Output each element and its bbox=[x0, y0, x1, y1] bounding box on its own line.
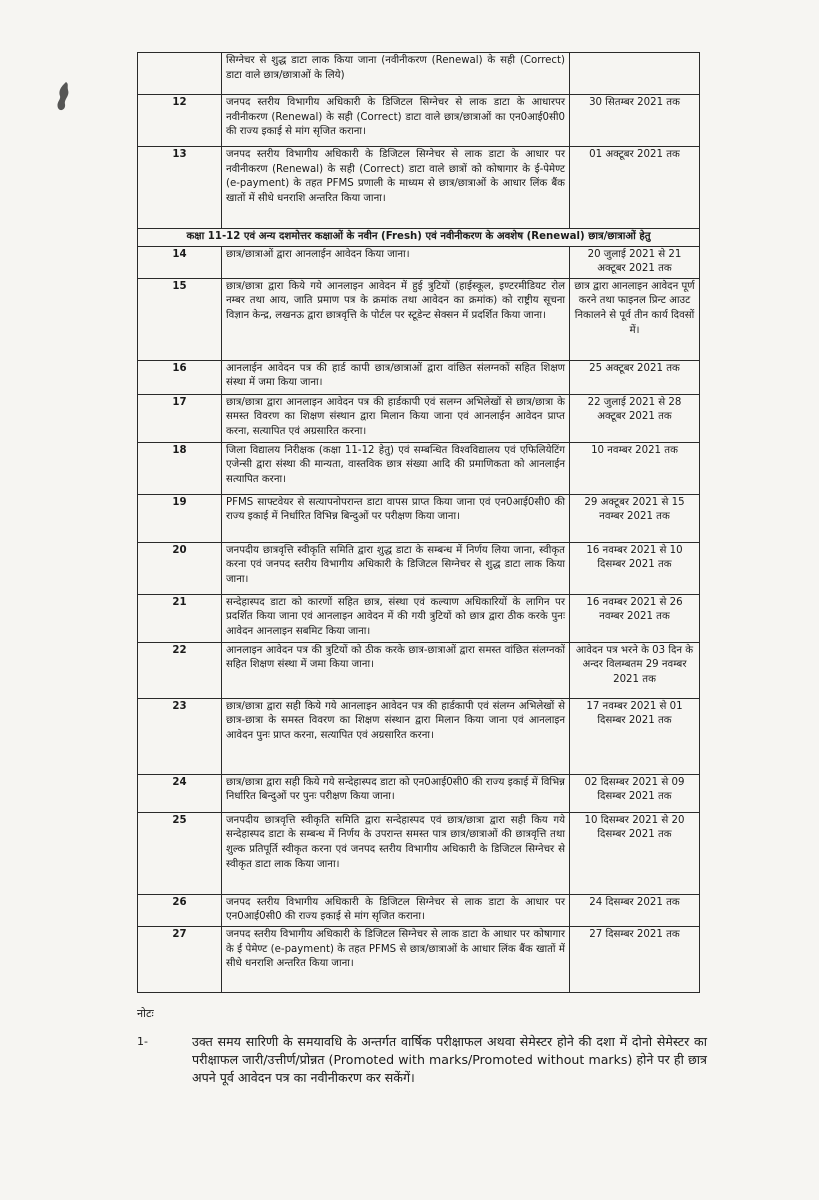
row-description: जनपदीय छात्रवृत्ति स्वीकृति समिति द्वारा सन्देहास्पद एवं छात्र/छात्रा द्वारा सही किय गये सन्देहास्पद डाटा के सम्बन्ध में निर्णय के उपरान्त समस्त पात्र छात्र/छात्राओं की छात्रवृत्ति तथा शुल्क प्रतिपूर्ति स्वीकृत करना एवं जनपद स्तरीय विभागीय अधिकारी के डिजिटल सिग्नेचर से स्वीकृत डाटा लाक किया जाना। bbox=[222, 812, 570, 894]
row-number: 25 bbox=[138, 812, 222, 894]
row-date: 25 अक्टूबर 2021 तक bbox=[570, 360, 700, 394]
table-row bbox=[138, 278, 700, 360]
schedule-top-rows bbox=[138, 53, 700, 229]
row-date: छात्र द्वारा आनलाइन आवेदन पूर्ण करने तथा फाइनल प्रिन्ट आउट निकालने से पूर्व तीन कार्य दिवसों में। bbox=[570, 278, 700, 360]
row-date: 02 दिसम्बर 2021 से 09 दिसम्बर 2021 तक bbox=[570, 774, 700, 812]
row-description: छात्र/छात्राओं द्वारा आनलाईन आवेदन किया जाना। bbox=[222, 246, 570, 278]
table-row bbox=[138, 442, 700, 494]
table-row bbox=[138, 894, 700, 926]
row-date: 24 दिसम्बर 2021 तक bbox=[570, 894, 700, 926]
row-date: आवेदन पत्र भरने के 03 दिन के अन्दर विलम्बतम 29 नवम्बर 2021 तक bbox=[570, 642, 700, 698]
row-number: 13 bbox=[138, 147, 222, 229]
row-number: 27 bbox=[138, 926, 222, 992]
table-row bbox=[138, 246, 700, 278]
row-number: 18 bbox=[138, 442, 222, 494]
row-date: 10 नवम्बर 2021 तक bbox=[570, 442, 700, 494]
row-number: 14 bbox=[138, 246, 222, 278]
row-date: 29 अक्टूबर 2021 से 15 नवम्बर 2021 तक bbox=[570, 494, 700, 542]
table-row bbox=[138, 394, 700, 442]
row-date: 16 नवम्बर 2021 से 10 दिसम्बर 2021 तक bbox=[570, 542, 700, 594]
row-description: छात्र/छात्रा द्वारा किये गये आनलाइन आवेदन में हुई त्रुटियों (हाईस्कूल, इण्टरमीडियट रोल नम्बर तथा आय, जाति प्रमाण पत्र के क्रमांक तथा आवेदन का क्रमांक) को राष्ट्रीय सूचना विज्ञान केन्द्र, लखनऊ द्वारा छात्रवृत्ति के पोर्टल पर स्टूडेन्ट सेक्सन में प्रदर्शित किया जाना। bbox=[222, 278, 570, 360]
row-date bbox=[570, 53, 700, 95]
row-date: 16 नवम्बर 2021 से 26 नवम्बर 2021 तक bbox=[570, 594, 700, 642]
row-number: 24 bbox=[138, 774, 222, 812]
row-date: 27 दिसम्बर 2021 तक bbox=[570, 926, 700, 992]
ink-blot-icon bbox=[52, 80, 76, 114]
row-number: 21 bbox=[138, 594, 222, 642]
row-description: जनपद स्तरीय विभागीय अधिकारी के डिजिटल सिग्नेचर से लाक डाटा के आधारपर नवीनीकरण (Renewal) के सही (Correct) डाटा वाले छात्र/छात्राओं का एन0आई0सी0 की राज्य इकाई से मांग सृजित कराना। bbox=[222, 95, 570, 147]
schedule-bottom-rows bbox=[138, 246, 700, 992]
row-description: जिला विद्यालय निरीक्षक (कक्षा 11-12 हेतु) एवं सम्बन्धित विश्वविद्यालय एवं एफिलियेटिंग एजेन्सी द्वारा संस्था की मान्यता, वास्तविक छात्र संख्या आदि की प्रमाणिकता को आनलाईन सत्यापित करना। bbox=[222, 442, 570, 494]
table-row bbox=[138, 542, 700, 594]
row-number: 22 bbox=[138, 642, 222, 698]
row-description: सिग्नेचर से शुद्ध डाटा लाक किया जाना (नवीनीकरण (Renewal) के सही (Correct) डाटा वाले छात्र/छात्राओं के लिये) bbox=[222, 53, 570, 95]
table-row bbox=[138, 642, 700, 698]
table-row bbox=[138, 698, 700, 774]
row-description: जनपद स्तरीय विभागीय अधिकारी के डिजिटल सिग्नेचर से लाक डाटा के आधार पर कोषागार के ई पेमेण्ट (e-payment) के तहत PFMS से छात्र/छात्राओं के आधार लिंक बैंक खातों में सीधे धनराशि अन्तरित किया जाना। bbox=[222, 926, 570, 992]
table-row bbox=[138, 494, 700, 542]
section-heading: कक्षा 11-12 एवं अन्य दशमोत्तर कक्षाओं के नवीन (Fresh) एवं नवीनीकरण के अवशेष (Renewal) छात्र/छात्राओं हेतु bbox=[138, 229, 700, 247]
note-number: 1- bbox=[137, 1035, 148, 1048]
table-row bbox=[138, 594, 700, 642]
row-description: जनपद स्तरीय विभागीय अधिकारी के डिजिटल सिग्नेचर से लाक डाटा के आधार पर एन0आई0सी0 की राज्य इकाई से मांग सृजित कराना। bbox=[222, 894, 570, 926]
row-number: 16 bbox=[138, 360, 222, 394]
row-date: 22 जुलाई 2021 से 28 अक्टूबर 2021 तक bbox=[570, 394, 700, 442]
row-description: PFMS साफ्टवेयर से सत्यापनोपरान्त डाटा वापस प्राप्त किया जाना एवं एन0आई0सी0 की राज्य इकाई में निर्धारित विभिन्न बिन्दुओं पर परीक्षण किया जाना। bbox=[222, 494, 570, 542]
row-description: छात्र/छात्रा द्वारा आनलाइन आवेदन पत्र की हार्डकापी एवं सलग्न अभिलेखों से छात्र/छात्रा के समस्त विवरण का शिक्षण संस्थान द्वारा मिलान किया जाना एवं आनलाईन आवेदन प्राप्त करना, सत्यापित एवं अग्रसारित करना। bbox=[222, 394, 570, 442]
row-date: 20 जुलाई 2021 से 21 अक्टूबर 2021 तक bbox=[570, 246, 700, 278]
row-number: 23 bbox=[138, 698, 222, 774]
schedule-table bbox=[137, 52, 700, 993]
note-item bbox=[137, 1033, 707, 1087]
row-description: सन्देहास्पद डाटा को कारणों सहित छात्र, संस्था एवं कल्याण अधिकारियों के लागिन पर प्रदर्शित किया जाना एवं आनलाइन आवेदन में की गयी त्रुटियों को छात्र द्वारा ठीक करके पुनः आवेदन आनलाइन सबमिट किया जाना। bbox=[222, 594, 570, 642]
table-row bbox=[138, 53, 700, 95]
row-description: छात्र/छात्रा द्वारा सही किये गये आनलाइन आवेदन पत्र की हार्डकापी एवं संलग्न अभिलेखों से छात्र-छात्रा के समस्त विवरण का शिक्षण संस्थान द्वारा मिलान किया जाना एवं आनलाइन आवेदन पुनः प्राप्त करना, सत्यापित एवं अग्रसारित करना। bbox=[222, 698, 570, 774]
table-row bbox=[138, 812, 700, 894]
row-number: 12 bbox=[138, 95, 222, 147]
row-date: 01 अक्टूबर 2021 तक bbox=[570, 147, 700, 229]
row-number: 19 bbox=[138, 494, 222, 542]
row-number bbox=[138, 53, 222, 95]
row-description: आनलाइन आवेदन पत्र की त्रुटियों को ठीक करके छात्र-छात्राओं द्वारा समस्त वांछित संलग्नकों सहित शिक्षण संस्था में जमा किया जाना। bbox=[222, 642, 570, 698]
notes-section bbox=[137, 1005, 707, 1087]
table-row bbox=[138, 360, 700, 394]
table-row bbox=[138, 926, 700, 992]
row-number: 26 bbox=[138, 894, 222, 926]
note-text: उक्त समय सारिणी के समयावधि के अन्तर्गत वार्षिक परीक्षाफल अथवा सेमेस्टर होने की दशा में दोनो सेमेस्टर का परीक्षाफल जारी/उत्तीर्ण/प्रोन्नत (Promoted with marks/Promoted without marks) होने पर ही छात्र अपने पूर्व आवेदन पत्र का नवीनीकरण कर सकेंगें। bbox=[192, 1034, 707, 1085]
table-row bbox=[138, 774, 700, 812]
notes-label: नोटः bbox=[137, 1007, 154, 1020]
row-date: 10 दिसम्बर 2021 से 20 दिसम्बर 2021 तक bbox=[570, 812, 700, 894]
row-date: 30 सितम्बर 2021 तक bbox=[570, 95, 700, 147]
row-description: जनपदीय छात्रवृत्ति स्वीकृति समिति द्वारा शुद्ध डाटा के सम्बन्ध में निर्णय लिया जाना, स्वीकृत करना एवं जनपद स्तरीय विभागीय अधिकारी के डिजिटल सिग्नेचर से शुद्ध डाटा लाक किया जाना। bbox=[222, 542, 570, 594]
table-row bbox=[138, 95, 700, 147]
row-description: जनपद स्तरीय विभागीय अधिकारी के डिजिटल सिग्नेचर से लाक डाटा के आधार पर नवीनीकरण (Renewal) के सही (Correct) डाटा वाले छात्रों को कोषागार के ई-पेमेण्ट (e-payment) के तहत PFMS प्रणाली के माध्यम से छात्र/छात्राओं के आधार लिंक बैंक खातों में सीधे धनराशि अन्तरित किया जाना। bbox=[222, 147, 570, 229]
table-row bbox=[138, 147, 700, 229]
row-number: 20 bbox=[138, 542, 222, 594]
row-date: 17 नवम्बर 2021 से 01 दिसम्बर 2021 तक bbox=[570, 698, 700, 774]
row-description: छात्र/छात्रा द्वारा सही किये गये सन्देहास्पद डाटा को एन0आई0सी0 की राज्य इकाई में विभिन्न निर्धारित बिन्दुओं पर पुनः परीक्षण किया जाना। bbox=[222, 774, 570, 812]
section-heading-row bbox=[138, 229, 700, 247]
row-description: आनलाईन आवेदन पत्र की हार्ड कापी छात्र/छात्राओं द्वारा वांछित संलग्नकों सहित शिक्षण संस्था में जमा किया जाना। bbox=[222, 360, 570, 394]
row-number: 17 bbox=[138, 394, 222, 442]
row-number: 15 bbox=[138, 278, 222, 360]
